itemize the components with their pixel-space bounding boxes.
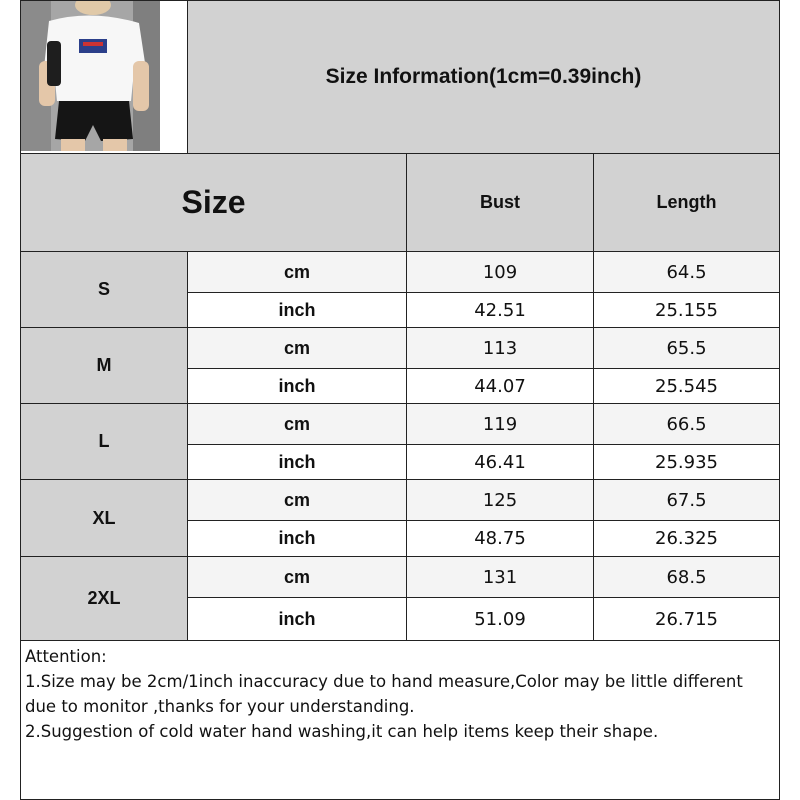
unit-inch: inch xyxy=(187,368,407,404)
bust-inch-value: 46.41 xyxy=(406,444,594,480)
photo-frame xyxy=(20,0,188,154)
attention-line-1: 1.Size may be 2cm/1inch inaccuracy due to hand measure,Color may be little different due to monitor ,thanks for your understanding. xyxy=(25,672,743,716)
unit-cm: cm xyxy=(187,556,407,598)
length-cm-value: 65.5 xyxy=(593,327,780,369)
size-label-m: M xyxy=(20,327,188,404)
unit-cm: cm xyxy=(187,251,407,293)
unit-cm: cm xyxy=(187,327,407,369)
bust-inch-value: 44.07 xyxy=(406,368,594,404)
bust-header: Bust xyxy=(406,153,594,252)
unit-inch: inch xyxy=(187,520,407,557)
unit-cm: cm xyxy=(187,479,407,521)
bust-inch-value: 48.75 xyxy=(406,520,594,557)
bust-cm-value: 125 xyxy=(406,479,594,521)
length-inch-value: 26.715 xyxy=(593,597,780,641)
size-label-s: S xyxy=(20,251,188,328)
length-inch-value: 26.325 xyxy=(593,520,780,557)
length-inch-value: 25.155 xyxy=(593,292,780,328)
length-header: Length xyxy=(593,153,780,252)
length-inch-value: 25.935 xyxy=(593,444,780,480)
size-label-l: L xyxy=(20,403,188,480)
unit-cm: cm xyxy=(187,403,407,445)
bust-cm-value: 113 xyxy=(406,327,594,369)
unit-inch: inch xyxy=(187,444,407,480)
attention-heading: Attention: xyxy=(25,647,107,666)
bust-cm-value: 119 xyxy=(406,403,594,445)
length-inch-value: 25.545 xyxy=(593,368,780,404)
attention-line-2: 2.Suggestion of cold water hand washing,it can help items keep their shape. xyxy=(25,722,659,741)
attention-notes xyxy=(20,640,780,800)
bust-cm-value: 131 xyxy=(406,556,594,598)
size-label-xl: XL xyxy=(20,479,188,557)
length-cm-value: 66.5 xyxy=(593,403,780,445)
bust-inch-value: 42.51 xyxy=(406,292,594,328)
length-cm-value: 64.5 xyxy=(593,251,780,293)
bust-cm-value: 109 xyxy=(406,251,594,293)
length-cm-value: 68.5 xyxy=(593,556,780,598)
bust-inch-value: 51.09 xyxy=(406,597,594,641)
size-info-title: Size Information(1cm=0.39inch) xyxy=(187,0,780,154)
length-cm-value: 67.5 xyxy=(593,479,780,521)
size-label-2xl: 2XL xyxy=(20,556,188,641)
unit-inch: inch xyxy=(187,292,407,328)
unit-inch: inch xyxy=(187,597,407,641)
size-header: Size xyxy=(20,153,407,252)
